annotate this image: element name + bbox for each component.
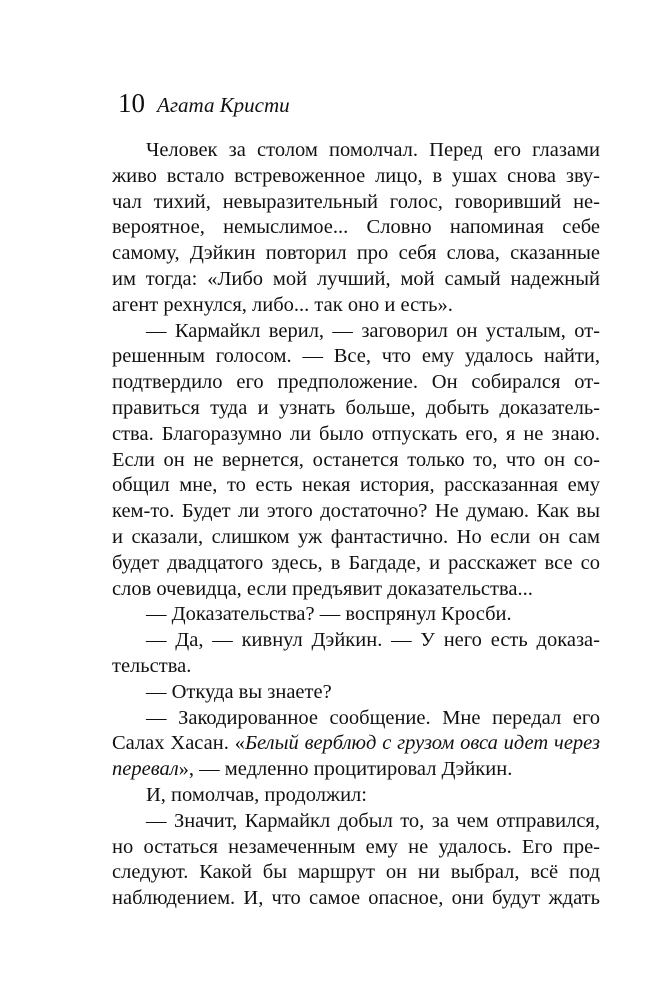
text-segment: решенным голосом. — Все, что ему удалось найти,: [112, 345, 600, 368]
text-line: [112, 680, 600, 706]
text-line: [112, 164, 600, 190]
text-line: [112, 860, 600, 886]
text-segment: — Откуда вы знаете?: [146, 680, 332, 703]
text-segment: Салах Хасан. «: [112, 732, 245, 755]
text-segment: но остаться незамеченным ему не удалось. Его пре-: [112, 835, 600, 858]
text-segment: ства. Благоразумно ли было отпускать его, я не знаю.: [112, 422, 600, 445]
text-segment: самому, Дэйкин повторил про себя слова, сказанные: [112, 242, 600, 265]
text-line: [112, 602, 600, 628]
text-segment: кем-то. Будет ли этого достаточно? Не думаю. Как вы: [112, 500, 600, 523]
text-segment: им тогда: «Либо мой лучший, мой самый надежный: [112, 267, 600, 290]
text-segment: — Да, — кивнул Дэйкин. — У него есть доказа-: [146, 629, 600, 652]
text-segment: подтвердило его предположение. Он собирался от-: [112, 371, 600, 394]
text-line: [112, 344, 600, 370]
text-line: [112, 551, 600, 577]
text-segment: Человек за столом помолчал. Перед его глазами: [146, 139, 600, 161]
text-line: [112, 577, 600, 603]
text-segment: Если он не вернется, останется только то, что он со-: [112, 448, 600, 471]
text-segment: и сказали, слишком уж фантастично. Но если он сам: [112, 525, 600, 548]
text-segment: чал тихий, невыразительный голос, говоривший не-: [112, 190, 600, 213]
text-line: [112, 835, 600, 861]
text-segment: правиться туда и узнать больше, добыть доказатель-: [112, 396, 600, 419]
running-header: [118, 88, 290, 118]
text-line: [112, 628, 600, 654]
text-segment: следуют. Какой бы маршрут он ни выбрал, всё под: [112, 861, 600, 884]
italic-quote: перевал: [112, 758, 179, 781]
text-segment: — Доказательства? — воспрянул Кросби.: [146, 603, 512, 626]
text-segment: живо встало встревоженное лицо, в ушах снова зву-: [112, 164, 600, 187]
text-segment: агент рехнулся, либо... так оно и есть».: [112, 293, 453, 316]
text-segment: — Кармайкл верил, — заговорил он усталым, от-: [146, 319, 600, 342]
text-segment: И, помолчав, продолжил:: [146, 783, 367, 806]
italic-quote: Белый верблюд с грузом овса идет через: [244, 732, 600, 755]
text-line: [112, 215, 600, 241]
text-line: [112, 731, 600, 757]
running-title: Агата Кристи: [157, 93, 290, 117]
text-segment: — Закодированное сообщение. Мне передал его: [146, 706, 600, 729]
text-line: [112, 525, 600, 551]
text-segment: », — медленно процитировал Дэйкин.: [178, 758, 513, 781]
text-line: [112, 190, 600, 216]
text-line: [112, 319, 600, 345]
text-line: [112, 809, 600, 835]
text-segment: слов очевидца, если предъявит доказательства...: [112, 577, 533, 600]
text-line: [112, 138, 600, 164]
text-line: [112, 448, 600, 474]
text-line: [112, 706, 600, 732]
text-line: [112, 757, 600, 783]
text-line: [112, 654, 600, 680]
text-line: [112, 783, 600, 809]
page-number: 10: [118, 88, 145, 118]
text-line: [112, 422, 600, 448]
text-line: [112, 370, 600, 396]
text-line: [112, 499, 600, 525]
text-line: [112, 473, 600, 499]
text-segment: будет двадцатого здесь, в Багдаде, и расскажет все со: [112, 551, 600, 574]
text-segment: общил мне, то есть некая история, рассказанная ему: [112, 474, 600, 497]
text-line: [112, 396, 600, 422]
text-line: [112, 267, 600, 293]
text-segment: — Значит, Кармайкл добыл то, за чем отправился,: [146, 809, 600, 832]
text-line: [112, 293, 600, 319]
text-segment: наблюдением. И, что самое опасное, они будут ждать: [112, 887, 600, 910]
text-line: [112, 241, 600, 267]
text-segment: вероятное, немыслимое... Словно напоминая себе: [112, 216, 600, 239]
text-segment: тельства.: [112, 654, 192, 677]
body-text: [112, 138, 600, 912]
text-line: [112, 886, 600, 912]
